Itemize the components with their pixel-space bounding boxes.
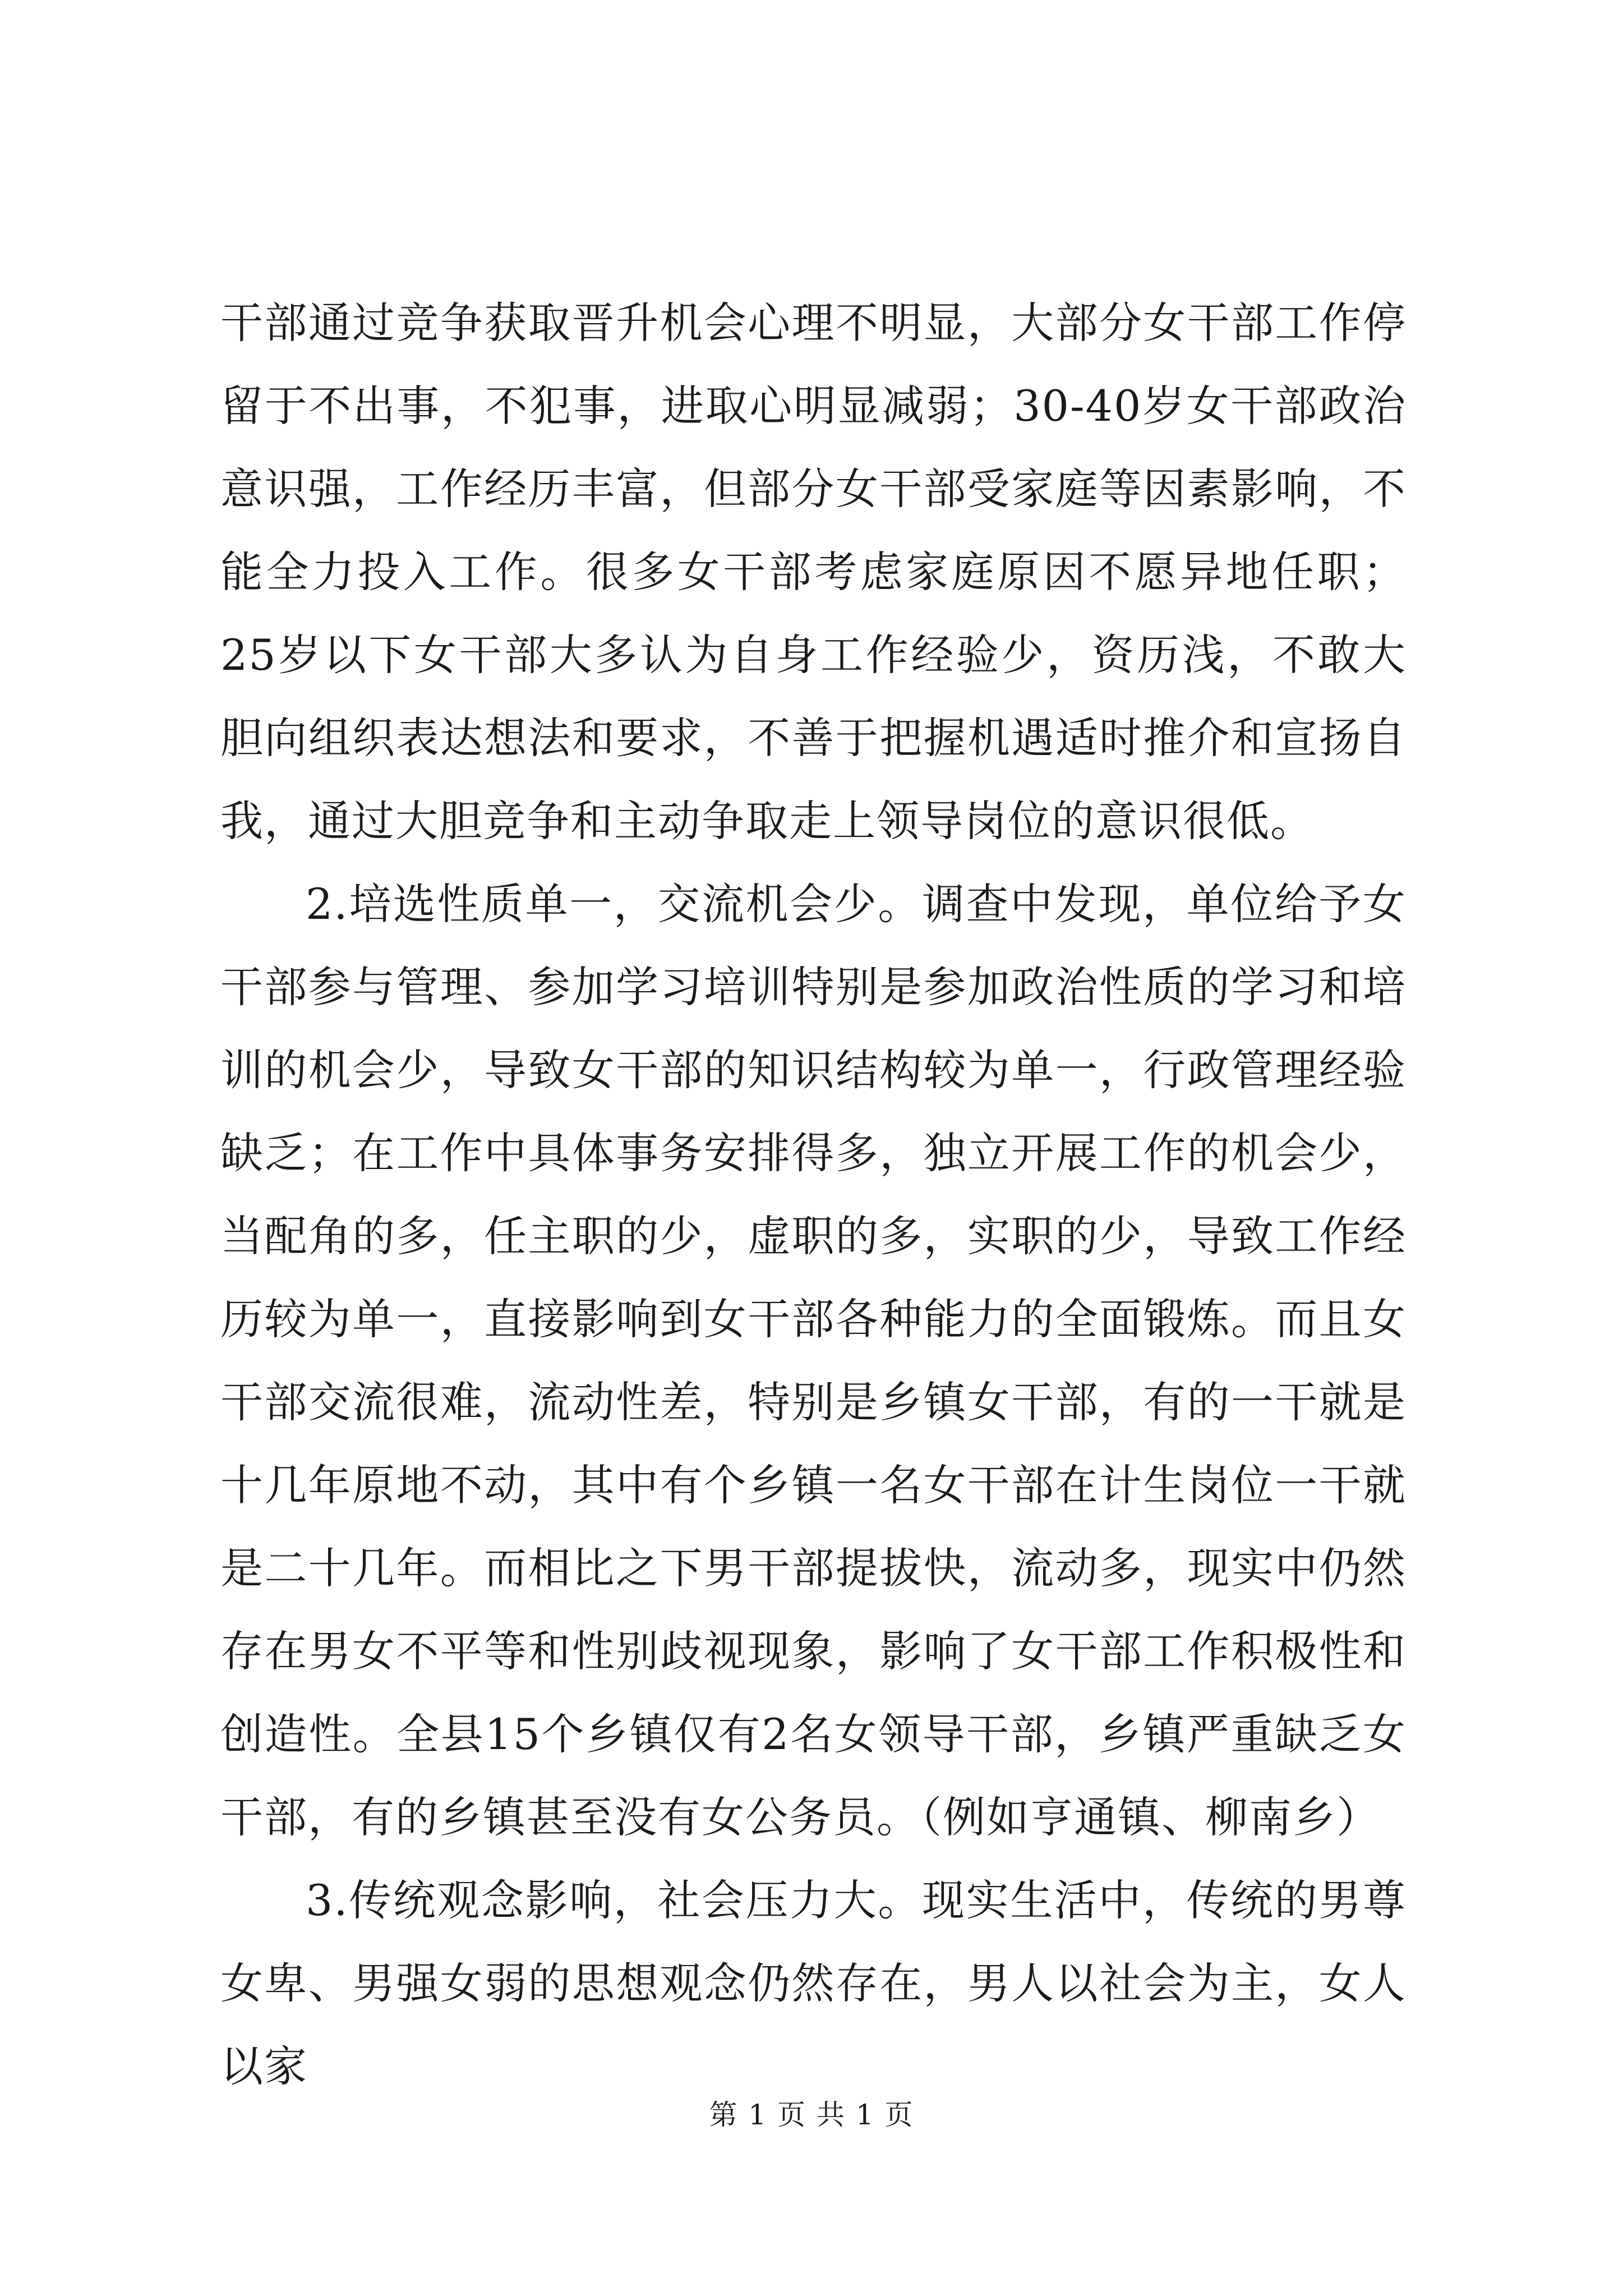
document-body [220,282,1407,2108]
paragraph-3: 3.传统观念影响，社会压力大。现实生活中，传统的男尊女卑、男强女弱的思想观念仍然存在，男人以社会为主，女人以家 [220,1875,1407,2091]
page-number-footer: 第 1 页 共 1 页 [709,2099,914,2131]
paragraph-2: 2.培选性质单一，交流机会少。调查中发现，单位给予女干部参与管理、参加学习培训特别是参加政治性质的学习和培训的机会少，导致女干部的知识结构较为单一，行政管理经验缺乏；在工作中具体事务安排得多，独立开展工作的机会少，当配角的多，任主职的少，虚职的多，实职的少，导致工作经历较为单一，直接影响到女干部各种能力的全面锻炼。而且女干部交流很难，流动性差，特别是乡镇女干部，有的一干就是十几年原地不动，其中有个乡镇一名女干部在计生岗位一干就是二十几年。而相比之下男干部提拔快，流动多，现实中仍然存在男女不平等和性别歧视现象，影响了女干部工作积极性和创造性。全县15个乡镇仅有2名女领导干部，乡镇严重缺乏女干部，有的乡镇甚至没有女公务员。（例如亨通镇、柳南乡） [220,879,1407,1842]
paragraph-1: 干部通过竞争获取晋升机会心理不明显，大部分女干部工作停留于不出事，不犯事，进取心明显减弱；30-40岁女干部政治意识强，工作经历丰富，但部分女干部受家庭等因素影响，不能全力投入工作。很多女干部考虑家庭原因不愿异地任职；25岁以下女干部大多认为自身工作经验少，资历浅，不敢大胆向组织表达想法和要求，不善于把握机遇适时推介和宣扬自我，通过大胆竞争和主动争取走上领导岗位的意识很低。 [220,298,1407,846]
